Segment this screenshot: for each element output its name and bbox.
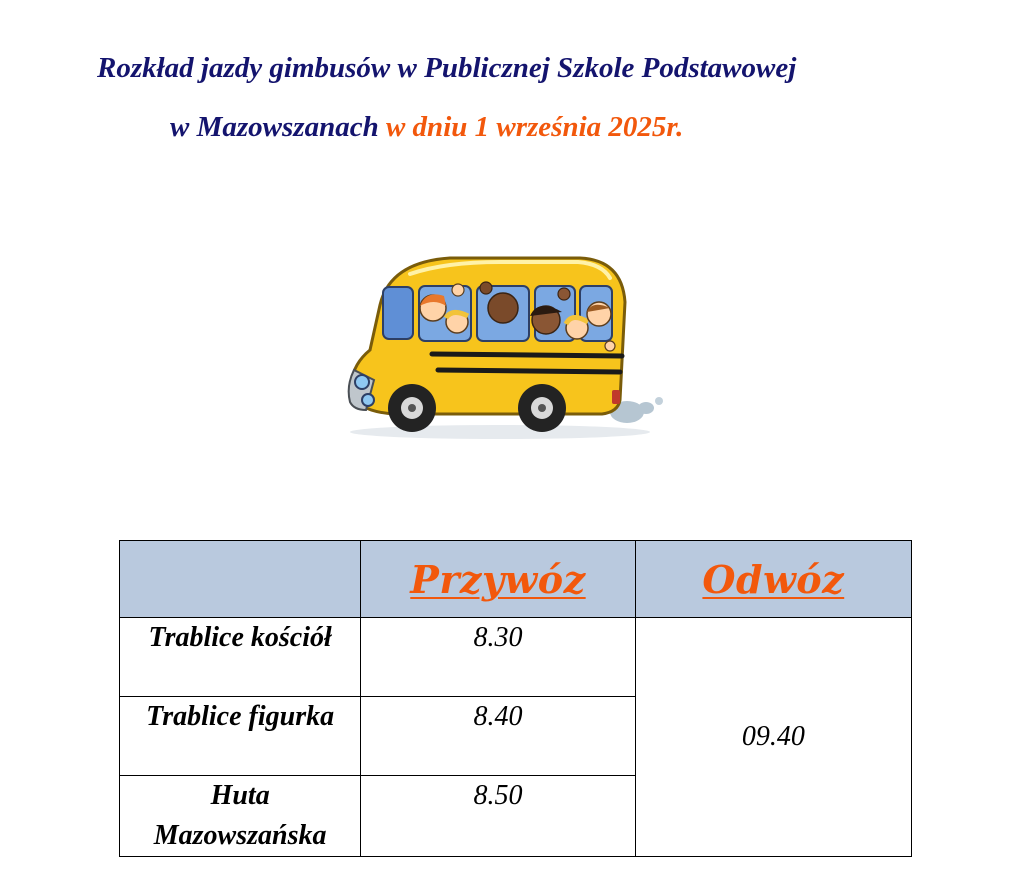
stop-name-label: Huta Mazowszańska bbox=[153, 780, 327, 851]
page-title: Rozkład jazdy gimbusów w Publicznej Szkole Podstawowej bbox=[97, 52, 797, 84]
header-departure-label: Odwóz bbox=[702, 556, 845, 602]
stop-name bbox=[120, 697, 361, 776]
stop-name bbox=[120, 618, 361, 697]
table-header-row bbox=[120, 541, 912, 618]
stop-name-label: Trablice figurka bbox=[146, 701, 335, 732]
header-stop bbox=[120, 541, 361, 618]
stop-name bbox=[120, 776, 361, 857]
header-arrival-label: Przywóz bbox=[410, 556, 586, 602]
arrival-time: 8.40 bbox=[361, 697, 635, 776]
school-bus-icon bbox=[340, 250, 670, 445]
schedule-table bbox=[119, 540, 912, 857]
arrival-time: 8.50 bbox=[361, 776, 635, 857]
subtitle-place: w Mazowszanach bbox=[170, 111, 379, 143]
header-departure bbox=[635, 541, 911, 618]
header-arrival bbox=[361, 541, 635, 618]
arrival-time: 8.30 bbox=[361, 618, 635, 697]
table-row bbox=[120, 618, 912, 697]
page-subtitle bbox=[170, 111, 683, 144]
stop-name-label: Trablice kościół bbox=[148, 622, 332, 653]
departure-time: 09.40 bbox=[635, 618, 911, 857]
subtitle-date: w dniu 1 września 2025r. bbox=[385, 111, 684, 143]
